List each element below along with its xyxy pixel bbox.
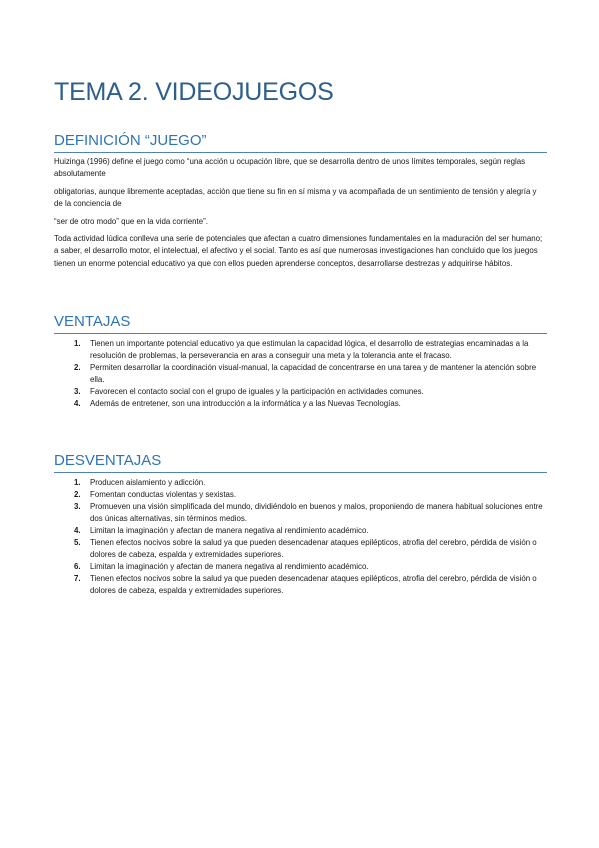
- list-item-number: 4.: [74, 526, 81, 536]
- list-item: [54, 561, 547, 573]
- list-item-text: Tienen un importante potencial educativo ya que estimulan la capacidad lógica, el desarrollo de estrategias encaminadas a la resolución de problemas, la perseverancia en aras a conseguir una meta y la tolerancia ante el fracaso.: [90, 339, 529, 361]
- list-item: [54, 386, 547, 398]
- section-definicion: [54, 132, 547, 270]
- section-heading-desventajas: DESVENTAJAS: [54, 452, 547, 473]
- list-item-text: Además de entretener, son una introducción a la informática y a las Nuevas Tecnologías.: [90, 399, 401, 409]
- list-item-number: 3.: [74, 502, 81, 512]
- section-ventajas: [54, 313, 547, 410]
- section-heading-definicion: DEFINICIÓN “JUEGO”: [54, 132, 547, 153]
- list-item-number: 2.: [74, 490, 81, 500]
- list-item-number: 1.: [74, 478, 81, 488]
- list-item-number: 5.: [74, 538, 81, 548]
- section-desventajas: [54, 452, 547, 597]
- list-item: [54, 525, 547, 537]
- page-title: TEMA 2. VIDEOJUEGOS: [54, 78, 334, 106]
- paragraph-huizinga-2: obligatorias, aunque libremente aceptadas, acción que tiene su fin en sí misma y va acompañada de un sentimiento de tensión y alegría y de la conciencia de: [54, 186, 537, 209]
- list-item: [54, 398, 547, 410]
- list-item-text: Favorecen el contacto social con el grupo de iguales y la participación en actividades comunes.: [90, 387, 424, 397]
- list-item-number: 7.: [74, 574, 81, 584]
- desventajas-list: [54, 477, 547, 597]
- list-item-number: 2.: [74, 363, 81, 373]
- list-item-number: 4.: [74, 399, 81, 409]
- list-item-text: Tienen efectos nocivos sobre la salud ya que pueden desencadenar ataques epilépticos, atrofia del cerebro, pérdida de visión o dolores de cabeza, espalda y extremidades superiores.: [90, 574, 537, 596]
- list-item-number: 1.: [74, 339, 81, 349]
- list-item-text: Promueven una visión simplificada del mundo, dividiéndolo en buenos y malos, proponiendo de manera habitual soluciones entre dos únicas alternativas, sin términos medios.: [90, 502, 543, 524]
- list-item-text: Limitan la imaginación y afectan de manera negativa al rendimiento académico.: [90, 562, 369, 572]
- list-item-text: Producen aislamiento y adicción.: [90, 478, 206, 488]
- paragraph-actividad-ludica: Toda actividad lúdica conlleva una serie de potenciales que afectan a cuatro dimensiones fundamentales en la maduración del ser humano; a saber, el desarrollo motor, el intelectual, el afectivo y el social. Tanto es así que numerosas investigaciones han concluido que los juegos tienen un enorme potencial educativo ya que con ellos pueden aprenderse conceptos, desarrollarse destrezas y adquirirse hábitos.: [54, 234, 543, 268]
- list-item-text: Fomentan conductas violentas y sexistas.: [90, 490, 237, 500]
- list-item-number: 6.: [74, 562, 81, 572]
- list-item: [54, 537, 547, 561]
- list-item: [54, 501, 547, 525]
- list-item-text: Permiten desarrollar la coordinación visual-manual, la capacidad de concentrarse en una tarea y de mantener la atención sobre ella.: [90, 363, 537, 385]
- paragraph-huizinga-3: “ser de otro modo” que en la vida corriente”.: [54, 216, 208, 226]
- list-item: [54, 362, 547, 386]
- list-item: [54, 477, 547, 489]
- list-item: [54, 489, 547, 501]
- list-item-text: Limitan la imaginación y afectan de manera negativa al rendimiento académico.: [90, 526, 369, 536]
- list-item-number: 3.: [74, 387, 81, 397]
- list-item: [54, 573, 547, 597]
- list-item-text: Tienen efectos nocivos sobre la salud ya que pueden desencadenar ataques epilépticos, atrofia del cerebro, pérdida de visión o dolores de cabeza, espalda y extremidades superiores.: [90, 538, 537, 560]
- section-heading-ventajas: VENTAJAS: [54, 313, 547, 334]
- ventajas-list: [54, 338, 547, 410]
- paragraph-huizinga-1: Huizinga (1996) define el juego como “una acción u ocupación libre, que se desarrolla dentro de unos límites temporales, según reglas absolutamente: [54, 157, 526, 179]
- list-item: [54, 338, 547, 362]
